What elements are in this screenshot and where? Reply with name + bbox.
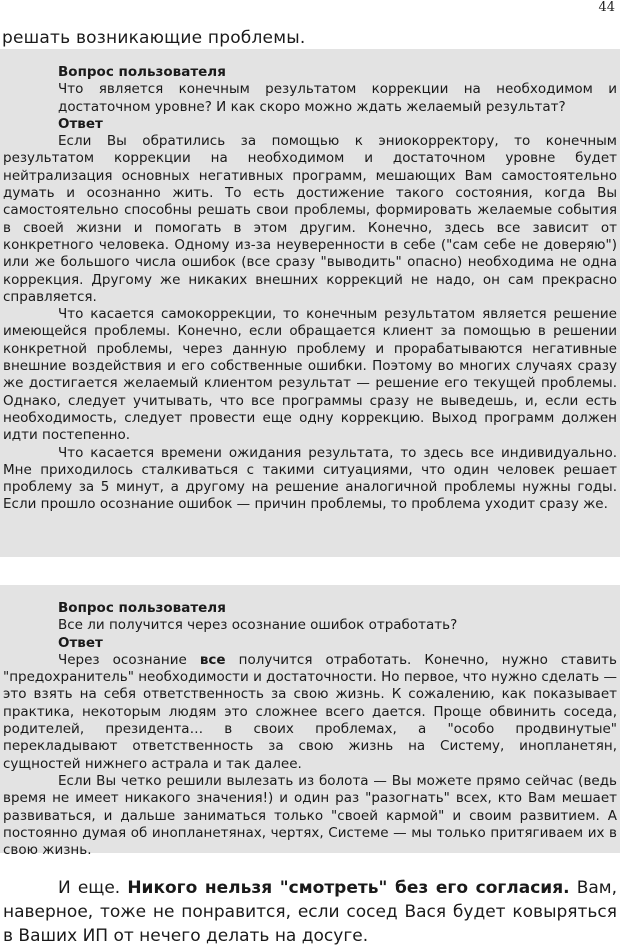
question-label: Вопрос пользователя [58, 600, 226, 616]
answer-text: Через осознание [58, 651, 200, 668]
intro-line: решать возникающие проблемы. [2, 28, 306, 48]
answer-paragraph: Если Вы четко решили вылезать из болота — Вы можете прямо сейчас (ведь время не имеет никакого значения!) и один раз "разогнать" всех, кто Вам мешает развиваться, и дальше заниматься только "своей кармой" и своим развитием. А постоянно думая об инопланетянах, чертях, Системе — мы только притягиваем их в свою жизнь. [3, 772, 617, 859]
closing-paragraph [0, 876, 620, 948]
closing-text: И еще. [58, 878, 128, 898]
answer-label: Ответ [58, 634, 103, 651]
question-text: Что является конечным результатом коррекции на необходимом и достаточном уровне? И как скоро можно ждать желаемый результат? [58, 81, 617, 115]
question-label: Вопрос пользователя [58, 64, 226, 80]
closing-text: Вам, наверное, тоже не понравится, если сосед Вася будет ковыряться в Ваших ИП от нечего делать на досуге. [3, 878, 618, 946]
answer-text: получится отработать. Конечно, нужно ставить "предохранитель" необходимости и достаточности. Но первое, что нужно сделать — это взять на себя ответственность за свою жизнь. К сожалению, как показывает практика, некоторым людям это сложнее всего дается. Проще обвинить соседа, родителей, президента… в своих проблемах, а "особо продвинутые" перекладывают ответственность за свою жизнь на Систему, инопланетян, сущностей нижнего астрала и так далее. [3, 651, 617, 772]
qa-block-2 [0, 585, 620, 859]
qa-block-1 [0, 49, 620, 557]
closing-emphasis: Никого нельзя "смотреть" без его согласия. [127, 878, 570, 898]
answer-paragraph [3, 652, 617, 773]
answer-paragraph: Что касается времени ожидания результата, то здесь все индивидуально. Мне приходилось сталкиваться с такими ситуациями, что один человек решает проблему за 5 минут, а другому на решение аналогичной проблемы нужны годы. Если прошло осознание ошибок — причин проблемы, то проблема уходит сразу же. [3, 444, 617, 513]
answer-emphasis: все [199, 651, 226, 668]
answer-paragraph: Что касается самокоррекции, то конечным результатом является решение имеющейся проблемы. Конечно, если обращается клиент за помощью в решении конкретной проблемы, через данную проблему и прорабатываются негативные внешние воздействия и его собственные ошибки. Поэтому во многих случаях сразу же достигается желаемый клиентом результат — решение его текущей проблемы. Однако, следует учитывать, что все программы сразу не выведешь, и, если есть необходимость, следует провести еще одну коррекцию. Выход программ должен идти постепенно. [3, 306, 617, 444]
page-number: 44 [598, 0, 615, 15]
question-text: Все ли получится через осознание ошибок отработать? [58, 617, 458, 634]
answer-paragraph: Если Вы обратились за помощью к эниокорректору, то конечным результатом коррекции на необходимом и достаточном уровне будет нейтрализация основных негативных программ, мешающих Вам самостоятельно думать и осознанно жить. То есть достижение такого состояния, когда Вы самостоятельно способны решать свои проблемы, формировать желаемые события в своей жизни и помогать в этом другим. Конечно, здесь все зависит от конкретного человека. Одному из-за неуверенности в себе ("сам себе не доверяю") или же большого числа ошибок (все сразу "выводить" опасно) необходима не одна коррекция. Другому же никаких внешних коррекций не надо, он сам прекрасно справляется. [3, 133, 617, 305]
answer-label: Ответ [58, 115, 103, 132]
